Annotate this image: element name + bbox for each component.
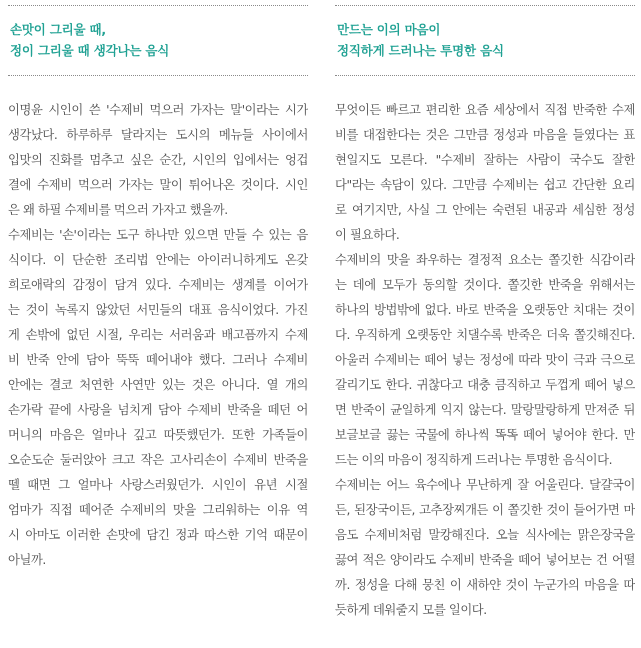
right-column	[335, 0, 635, 623]
paragraph	[335, 248, 635, 473]
paragraph-line: 이 필요하다.	[335, 228, 400, 242]
paragraph-line: 면 반죽이 균일하게 익지 않는다. 말랑말랑하게 만져준 뒤	[335, 403, 635, 417]
paragraph	[335, 473, 635, 623]
right-heading-line-1: 만드는 이의 마음이	[337, 22, 441, 37]
paragraph-line: 수제비의 맛을 좌우하는 결정적 요소는 쫄깃한 식감이라	[335, 253, 635, 267]
paragraph-line: 비를 대접한다는 것은 그만큼 정성과 마음을 들였다는 표	[335, 128, 635, 142]
paragraph-line: 수제비는 '손'이라는 도구 하나만 있으면 만들 수 있는 음	[8, 228, 308, 242]
paragraph-line: 까. 정성을 다해 뭉친 이 새하얀 것이 누군가의 마음을 따	[335, 578, 635, 592]
left-heading-line-1: 손맛이 그리울 때,	[10, 22, 106, 37]
paragraph-line: 안에는 결코 처연한 사연만 있는 것은 아니다. 열 개의	[8, 378, 308, 392]
paragraph-line: 오순도순 둘러앉아 크고 작은 고사리손이 수제비 반죽을	[8, 453, 308, 467]
paragraph-line: 머니의 마음은 얼마나 깊고 따뜻했던가. 또한 가족들이	[8, 428, 308, 442]
paragraph-line: 현일지도 모른다. "수제비 잘하는 사람이 국수도 잘한	[335, 153, 635, 167]
paragraph-line: 갈리기도 한다. 귀찮다고 대충 큼직하고 두껍게 떼어 넣으	[335, 378, 635, 392]
left-heading	[10, 19, 308, 61]
paragraph-line: 이명윤 시인이 쓴 '수제비 먹으러 가자는 말'이라는 시가	[8, 103, 308, 117]
paragraph-line: 음도 수제비처럼 말캉해진다. 오늘 식사에는 맑은장국을	[335, 528, 635, 542]
left-heading-line-2: 정이 그리울 때 생각나는 음식	[10, 43, 170, 58]
paragraph-line: 식이다. 이 단순한 조리법 안에는 아이러니하게도 온갖	[8, 253, 308, 267]
paragraph-line: 희로애락의 감정이 담겨 있다. 수제비는 생계를 이어가	[8, 278, 308, 292]
top-divider	[335, 5, 635, 6]
right-heading-line-2: 정직하게 드러나는 투명한 음식	[337, 43, 504, 58]
paragraph-line: 하나의 방법밖에 없다. 바로 반죽을 오랫동안 치대는 것이	[335, 303, 635, 317]
left-column	[8, 0, 308, 573]
top-divider	[8, 5, 308, 6]
paragraph-line: 다. 우직하게 오랫동안 치댈수록 반죽은 더욱 쫄깃해진다.	[335, 328, 635, 342]
paragraph-line: 는 데에 모두가 동의할 것이다. 쫄깃한 반죽을 위해서는	[335, 278, 635, 292]
paragraph-line: 수제비는 어느 육수에나 무난하게 잘 어울린다. 달걀국이	[335, 478, 635, 492]
paragraph-line: 다"라는 속담이 있다. 그만큼 수제비는 쉽고 간단한 요리	[335, 178, 635, 192]
paragraph-line: 비 반죽 안에 담아 뚝뚝 떼어내야 했다. 그러나 수제비	[8, 353, 308, 367]
paragraph-line: 게 손밖에 없던 시절, 우리는 서러움과 배고픔까지 수제	[8, 328, 308, 342]
paragraph-line: 시 아마도 이러한 손맛에 담긴 정과 따스한 기억 때문이	[8, 528, 308, 542]
right-body	[335, 98, 635, 623]
paragraph	[8, 98, 308, 223]
paragraph-line: 은 왜 하필 수제비를 먹으러 가자고 했을까.	[8, 203, 228, 217]
paragraph-line: 결에 수제비 먹으러 가자는 말이 튀어나온 것이다. 시인	[8, 178, 308, 192]
paragraph-line: 든, 된장국이든, 고추장찌개든 이 쫄깃한 것이 들어가면 마	[335, 503, 635, 517]
paragraph-line: 엄마가 직접 떼어준 수제비의 맛을 그리워하는 이유 역	[8, 503, 308, 517]
left-body	[8, 98, 308, 573]
paragraph-line: 끓여 적은 양이라도 수제비 반죽을 떼어 넣어보는 건 어떨	[335, 553, 635, 567]
heading-divider	[335, 75, 635, 76]
paragraph	[335, 98, 635, 248]
right-heading	[337, 19, 635, 61]
heading-divider	[8, 75, 308, 76]
paragraph-line: 무엇이든 빠르고 편리한 요즘 세상에서 직접 반죽한 수제	[335, 103, 635, 117]
paragraph-line: 아닐까.	[8, 553, 46, 567]
paragraph	[8, 223, 308, 573]
paragraph-line: 는 것이 녹록지 않았던 서민들의 대표 음식이었다. 가진	[8, 303, 308, 317]
paragraph-line: 로 여기지만, 사실 그 안에는 숙련된 내공과 세심한 정성	[335, 203, 635, 217]
paragraph-line: 드는 이의 마음이 정직하게 드러나는 투명한 음식이다.	[335, 453, 613, 467]
paragraph-line: 보글보글 끓는 국물에 하나씩 똑똑 떼어 넣어야 한다. 만	[335, 428, 635, 442]
paragraph-line: 손가락 끝에 사랑을 넘치게 담아 수제비 반죽을 떼던 어	[8, 403, 308, 417]
paragraph-line: 아울러 수제비는 떼어 넣는 정성에 따라 맛이 극과 극으로	[335, 353, 635, 367]
paragraph-line: 듯하게 데워줄지 모를 일이다.	[335, 603, 487, 617]
paragraph-line: 뗄 때면 그 얼마나 사랑스러웠던가. 시인이 유년 시절	[8, 478, 308, 492]
paragraph-line: 입맛의 진화를 멈추고 싶은 순간, 시인의 입에서는 엉겁	[8, 153, 308, 167]
paragraph-line: 생각났다. 하루하루 달라지는 도시의 메뉴들 사이에서	[8, 128, 308, 142]
